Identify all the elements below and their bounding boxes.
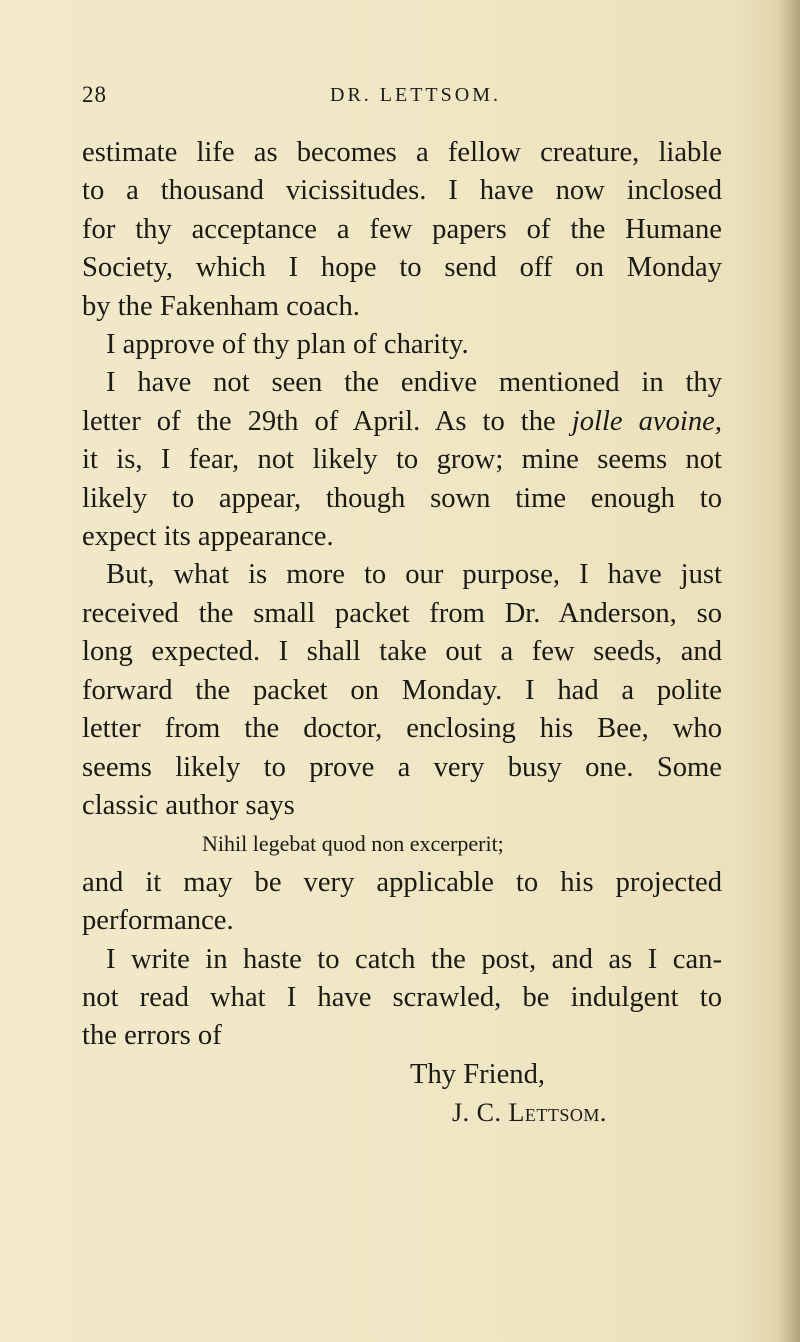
text-line: expect its appearance. — [82, 521, 334, 553]
text-line: classic author says — [82, 789, 295, 821]
text-line: I approve of thy plan of charity. — [106, 329, 469, 361]
text-line: and it may be very applicable to his projected — [82, 866, 722, 898]
text-line: I have not seen the endive mentioned in thy — [106, 367, 722, 399]
page-edge-shadow — [778, 0, 800, 1342]
text-fragment: letter of the 29th of April. As to the — [82, 405, 556, 437]
text-line: the errors of — [82, 1020, 222, 1052]
page-number: 28 — [82, 82, 107, 107]
latin-quotation: Nihil legebat quod non excerperit; — [202, 831, 504, 857]
signature-surname: Lettsom. — [508, 1098, 607, 1128]
italic-phrase: jolle avoine, — [571, 405, 722, 437]
page-header — [82, 82, 722, 112]
text-line: letter from the doctor, enclosing his Bee, who — [82, 713, 722, 745]
signature — [82, 1094, 722, 1132]
text-line: for thy acceptance a few papers of the Humane — [82, 213, 722, 245]
text-line: likely to appear, though sown time enough to — [82, 482, 722, 514]
text-line: it is, I fear, not likely to grow; mine seems not — [82, 444, 722, 476]
signature-initials: J. C. — [452, 1098, 502, 1128]
letter-body — [82, 134, 722, 1133]
text-line: forward the packet on Monday. I had a polite — [82, 674, 722, 706]
text-line: not read what I have scrawled, be indulgent to — [82, 981, 722, 1013]
text-line: received the small packet from Dr. Anderson, so — [82, 597, 722, 629]
text-line-with-italic — [82, 403, 722, 441]
closing-salutation: Thy Friend, — [410, 1058, 546, 1090]
text-line: But, what is more to our purpose, I have just — [106, 559, 722, 591]
text-line: estimate life as becomes a fellow creature, liable — [82, 137, 722, 168]
text-line: by the Fakenham coach. — [82, 290, 360, 322]
text-line: performance. — [82, 905, 234, 937]
running-head: DR. LETTSOM. — [330, 84, 501, 106]
text-line: seems likely to prove a very busy one. Some — [82, 751, 722, 783]
text-line: to a thousand vicissitudes. I have now inclosed — [82, 175, 722, 207]
text-line: I write in haste to catch the post, and as I can- — [106, 943, 722, 975]
text-line: long expected. I shall take out a few seeds, and — [82, 636, 722, 668]
text-line: Society, which I hope to send off on Monday — [82, 252, 722, 284]
